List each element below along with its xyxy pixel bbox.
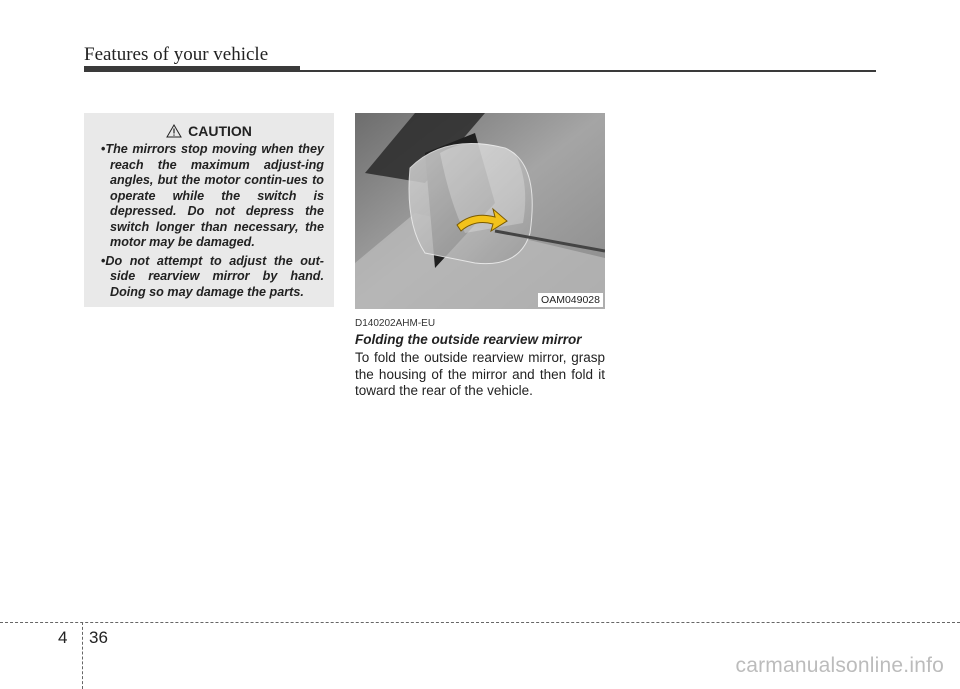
section-body: To fold the outside rearview mirror, grasp the housing of the mirror and then fold it toward the rear of the vehicle.	[355, 350, 605, 398]
header-rule-thin	[300, 70, 876, 72]
footer-chapter: 4	[58, 628, 68, 647]
caution-list	[94, 142, 324, 300]
watermark-text: carmanualsonline.info	[735, 654, 944, 677]
header-rule-thick	[84, 66, 300, 72]
caution-item-2: • Do not attempt to adjust the out-side rearview mirror by hand. Doing so may damage the parts.	[94, 254, 324, 301]
section-code: D140202AHM-EU	[355, 318, 436, 329]
footer-divider	[82, 622, 83, 689]
figure-label: OAM049028	[538, 293, 603, 307]
caution-item-1: • The mirrors stop moving when they reach the maximum adjust-ing angles, but the motor contin-ues to operate while the switch is depressed. Do not depress the switch longer than necessary, the motor may be damaged.	[94, 142, 324, 251]
footer-page-number: 36	[89, 628, 108, 647]
mirror-illustration	[355, 113, 605, 309]
page-header-title: Features of your vehicle	[84, 44, 269, 65]
caution-heading-text: CAUTION	[188, 123, 252, 139]
footer-rule	[0, 622, 960, 623]
mirror-figure	[355, 113, 605, 309]
warning-triangle-icon	[166, 124, 182, 138]
caution-box	[84, 113, 334, 307]
section-title: Folding the outside rearview mirror	[355, 332, 582, 347]
caution-heading	[94, 123, 324, 139]
